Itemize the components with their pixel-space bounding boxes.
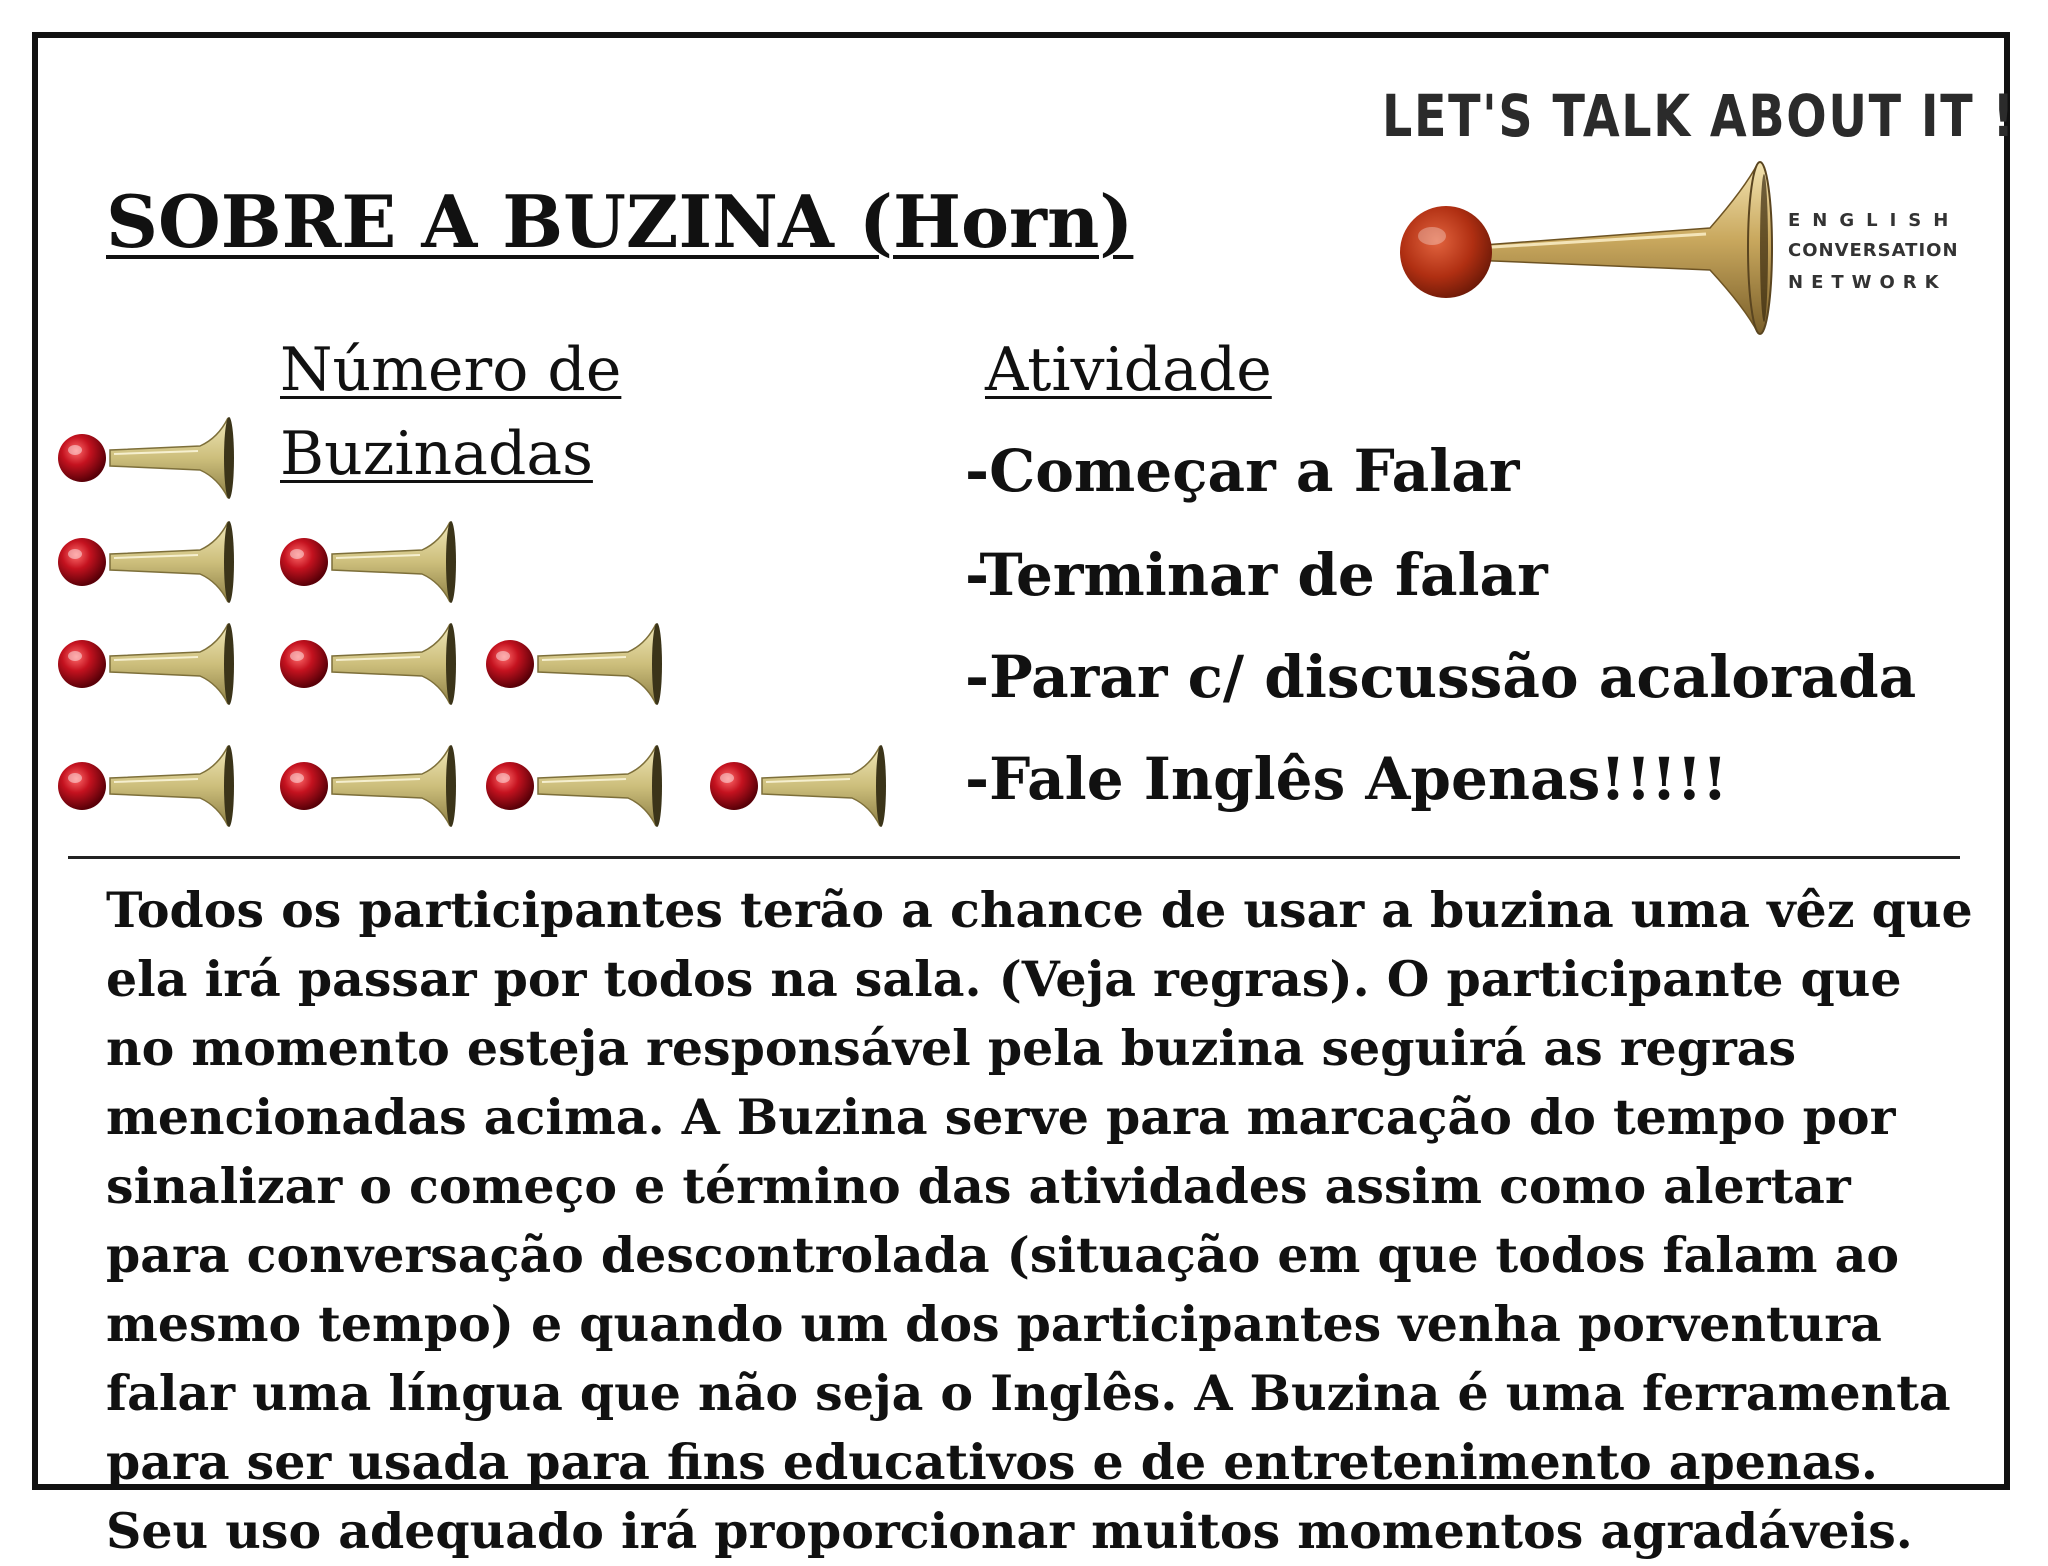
- activity-item: -Fale Inglês Apenas!!!!!: [965, 745, 1728, 813]
- horn-icon: [50, 512, 240, 612]
- description-paragraph: Todos os participantes terão a chance de usar a buzina uma vêz que ela irá passar por todos na sala. (Veja regras). O participante que no momento esteja responsável pela buzina seguirá as regras mencionadas acima. A Buzina serve para marcação do tempo por sinalizar o começo e término das atividades assim como alertar para conversação descontrolada (situação em que todos falam ao mesmo tempo) e quando um dos participantes venha porventura falar uma língua que não seja o Inglês. A Buzina é uma ferramenta para ser usada para fins educativos e de entretenimento apenas. Seu uso adequado irá proporcionar muitos momentos agradáveis.: [106, 881, 1973, 1560]
- horn-icon: [272, 736, 462, 836]
- activity-item: -Começar a Falar: [965, 437, 1520, 505]
- horn-icon: [478, 614, 668, 714]
- page-title: SOBRE A BUZINA (Horn): [106, 179, 1134, 264]
- activity-item: -Terminar de falar: [965, 541, 1548, 609]
- logo-subtitle-line: CONVERSATION: [1788, 240, 1959, 261]
- horn-count-header: [280, 328, 621, 496]
- logo-subtitle-line: ENGLISH: [1788, 210, 1961, 231]
- logo-subtitle-line: NETWORK: [1788, 272, 1947, 293]
- horn-icon: [50, 736, 240, 836]
- activity-item: -Parar c/ discussão acalorada: [965, 643, 1917, 711]
- horn-icon: [272, 614, 462, 714]
- activity-header: Atividade: [985, 335, 1272, 405]
- horn-count-header-line: Buzinadas: [280, 419, 593, 489]
- horn-icon: [702, 736, 892, 836]
- horn-icon: [50, 614, 240, 714]
- horn-icon: [478, 736, 668, 836]
- horn-icon: [50, 408, 240, 508]
- section-divider: [68, 856, 1960, 859]
- horn-count-header-line: Número de: [280, 335, 622, 405]
- logo-title: LET'S TALK ABOUT IT !: [1382, 82, 2016, 150]
- horn-icon: [272, 512, 462, 612]
